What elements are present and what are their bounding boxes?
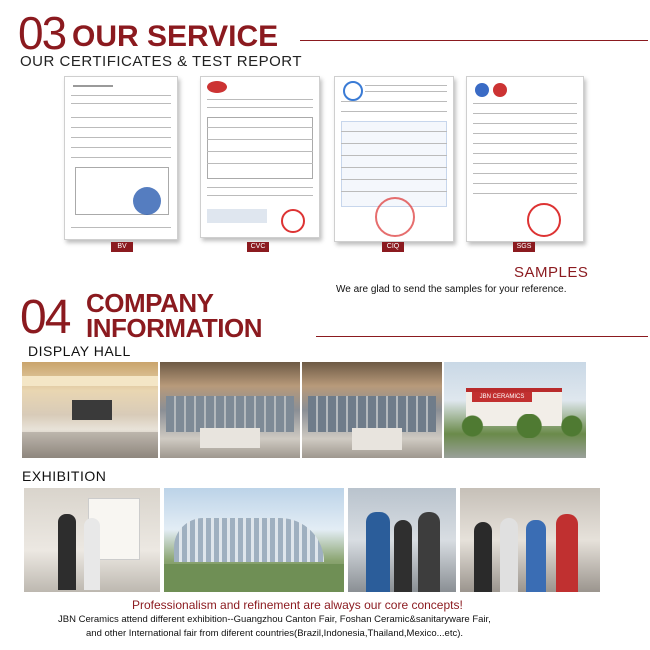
- certificate-ciq-image: [334, 76, 454, 242]
- section-title-our-service: OUR SERVICE: [72, 20, 279, 53]
- samples-title: SAMPLES: [514, 264, 589, 281]
- core-concepts-tagline: Professionalism and refinement are always our core concepts!: [132, 598, 463, 612]
- exhibition-photo-canton-fair: [164, 488, 344, 592]
- section-divider: [316, 336, 648, 337]
- section-number-04: 04: [20, 291, 70, 344]
- certificate-sgs-label: SGS: [513, 242, 535, 252]
- certificate-ciq-label: CIQ: [382, 242, 404, 252]
- section-divider: [300, 40, 648, 41]
- certificate-bv-label: BV: [111, 242, 133, 252]
- display-hall-photo-showroom-2: [302, 362, 442, 458]
- certificate-sgs-image: [466, 76, 584, 242]
- display-hall-photo-lobby: [22, 362, 158, 458]
- display-hall-photo-showroom-1: [160, 362, 300, 458]
- samples-text: We are glad to send the samples for your reference.: [336, 284, 567, 295]
- certificate-bv-image: [64, 76, 178, 240]
- section-title-information: INFORMATION: [86, 313, 262, 343]
- exhibition-photo-visitors: [348, 488, 456, 592]
- section-title-company: COMPANY: [86, 288, 214, 318]
- display-hall-label: DISPLAY HALL: [28, 343, 131, 359]
- certificates-subtitle: OUR CERTIFICATES & TEST REPORT: [20, 53, 302, 70]
- exhibition-photo-team: [460, 488, 600, 592]
- building-sign: JBN CERAMICS: [472, 392, 532, 402]
- exhibition-description-line-1: JBN Ceramics attend different exhibition--Guangzhou Canton Fair, Foshan Ceramic&sanitaryware Fair,: [58, 614, 491, 625]
- exhibition-description-line-2: and other International fair from diferent countries(Brazil,Indonesia,Thailand,Mexico...etc).: [86, 628, 464, 639]
- display-hall-photo-building: [444, 362, 586, 458]
- section-number-03: 03: [18, 7, 66, 59]
- exhibition-photo-booth: [24, 488, 160, 592]
- certificate-cvc-image: [200, 76, 320, 238]
- certificate-cvc-label: CVC: [247, 242, 269, 252]
- exhibition-label: EXHIBITION: [22, 468, 107, 484]
